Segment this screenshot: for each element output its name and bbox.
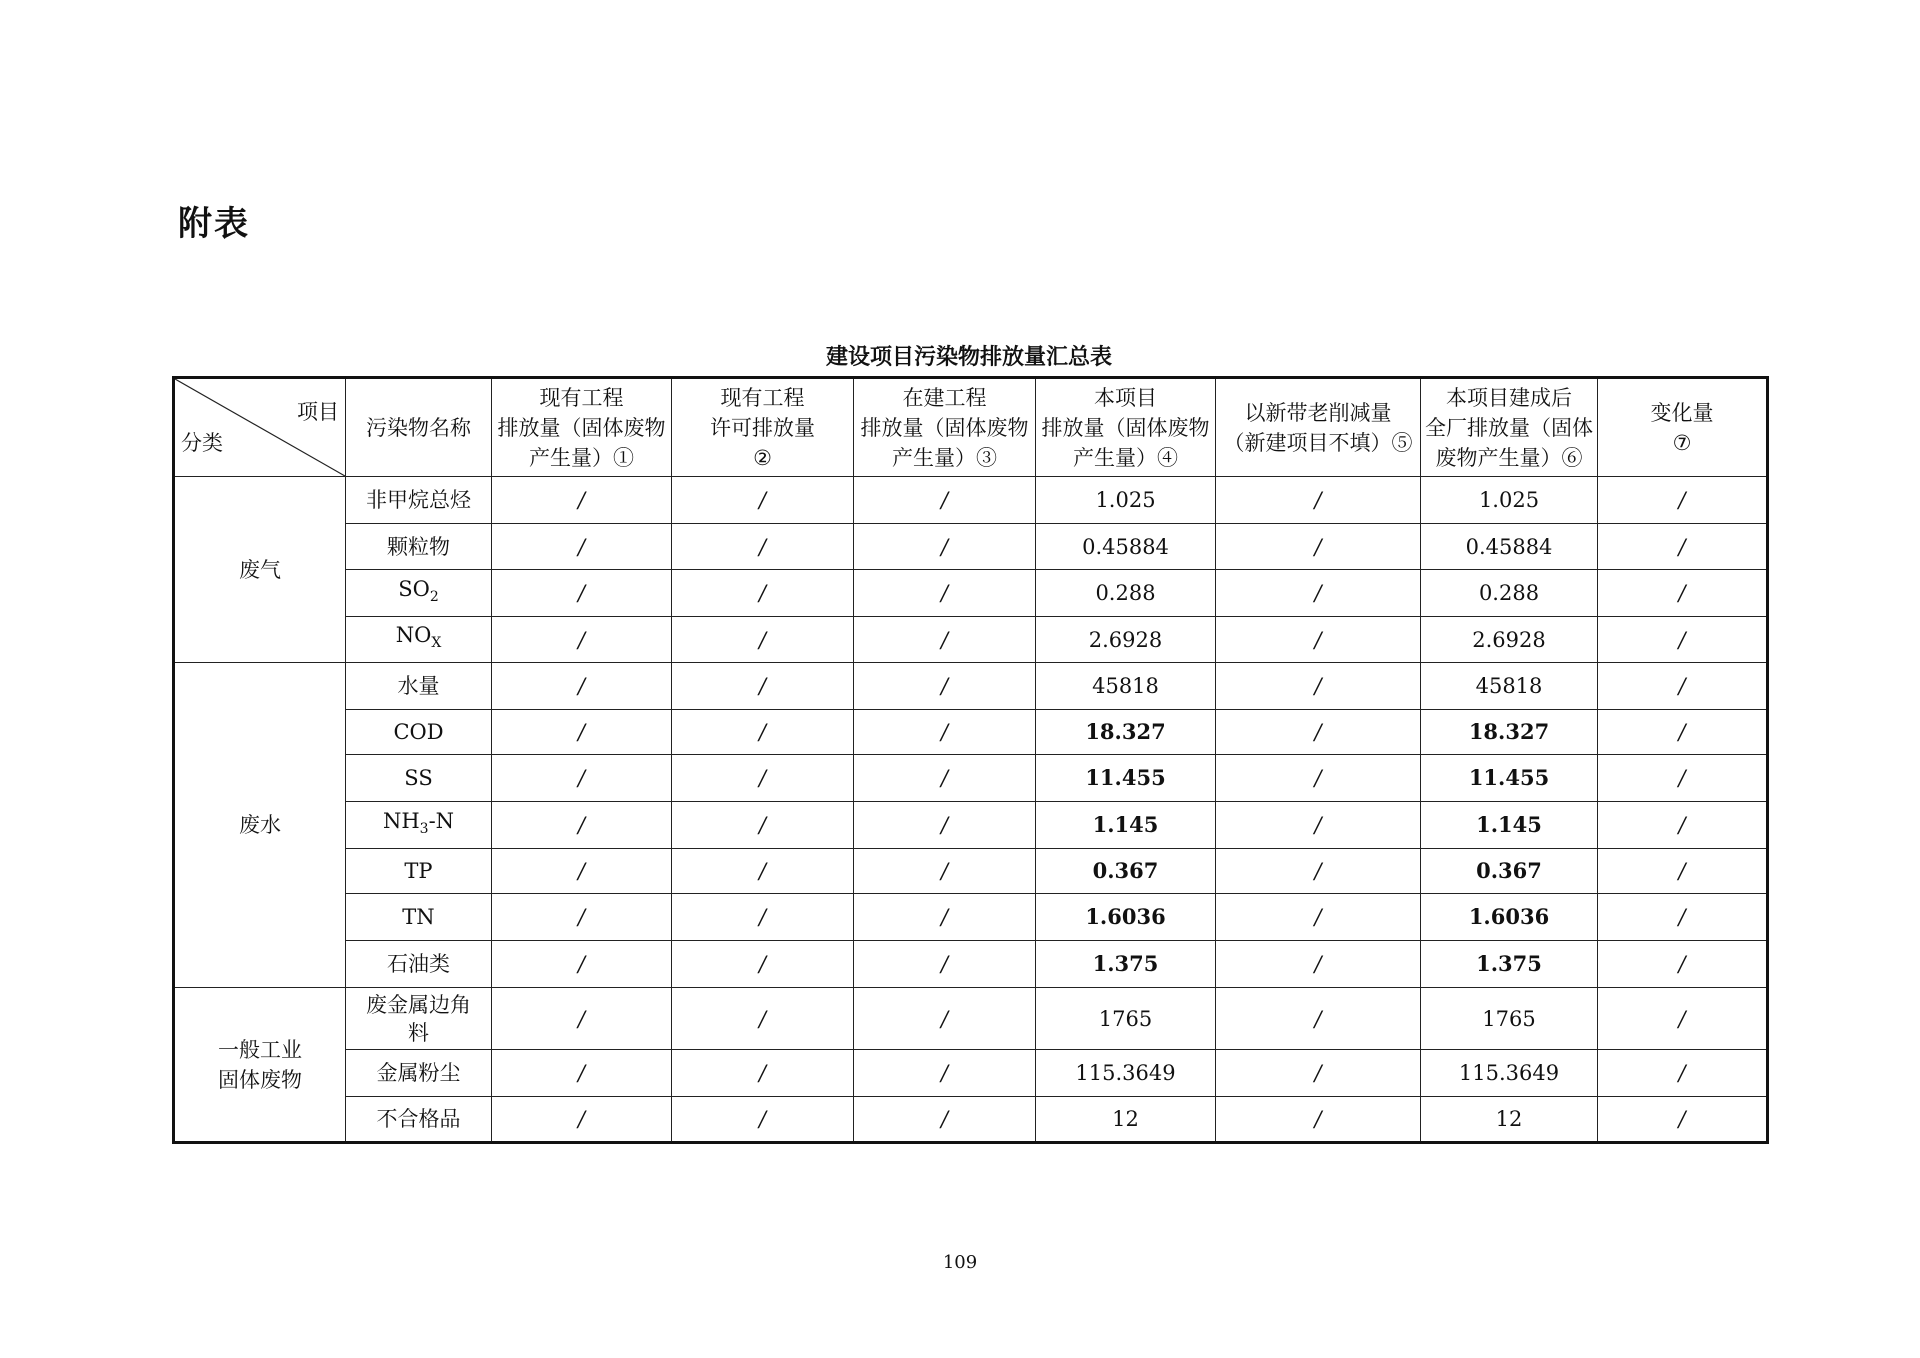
cell-c2: /: [672, 894, 854, 941]
cell-c3: /: [854, 477, 1036, 524]
cell-c6: 0.288: [1421, 570, 1598, 617]
cell-c5: /: [1216, 1050, 1421, 1097]
cell-c1: /: [492, 1097, 672, 1143]
cell-c2: /: [672, 988, 854, 1050]
cell-c4: 115.3649: [1036, 1050, 1216, 1097]
cell-c1: /: [492, 663, 672, 710]
table-row: [174, 1050, 1768, 1097]
cell-c2: /: [672, 941, 854, 988]
cell-c3: /: [854, 1097, 1036, 1143]
pollutant-name: 石油类: [346, 941, 492, 988]
cell-c5: /: [1216, 663, 1421, 710]
cell-c5: /: [1216, 755, 1421, 802]
cell-c4: 0.45884: [1036, 524, 1216, 570]
cell-c7: /: [1598, 1050, 1768, 1097]
table-row: [174, 663, 1768, 710]
header-under-construction: 在建工程 排放量（固体废物 产生量）③: [854, 378, 1036, 477]
cell-c4: 1.145: [1036, 802, 1216, 849]
cell-c4: 1.6036: [1036, 894, 1216, 941]
cell-c1: /: [492, 570, 672, 617]
table-row: [174, 617, 1768, 663]
cell-c6: 1.6036: [1421, 894, 1598, 941]
cell-c6: 0.367: [1421, 849, 1598, 894]
cell-c2: /: [672, 1050, 854, 1097]
cell-c6: 0.45884: [1421, 524, 1598, 570]
cell-c2: /: [672, 1097, 854, 1143]
diag-header-bottom: 分类: [181, 431, 223, 455]
cell-c7: /: [1598, 988, 1768, 1050]
cell-c2: /: [672, 802, 854, 849]
cell-c3: /: [854, 524, 1036, 570]
diagonal-header-cell: [174, 378, 346, 477]
cell-c5: /: [1216, 477, 1421, 524]
cell-c3: /: [854, 570, 1036, 617]
table-row: [174, 524, 1768, 570]
pollutant-name: TN: [346, 894, 492, 941]
cell-c3: /: [854, 710, 1036, 755]
cell-c3: /: [854, 663, 1036, 710]
category-water: 废水: [174, 663, 346, 988]
header-row: [174, 378, 1768, 477]
table-row: [174, 849, 1768, 894]
cell-c3: /: [854, 941, 1036, 988]
cell-c4: 1.025: [1036, 477, 1216, 524]
cell-c6: 12: [1421, 1097, 1598, 1143]
cell-c1: /: [492, 802, 672, 849]
cell-c7: /: [1598, 941, 1768, 988]
cell-c4: 1765: [1036, 988, 1216, 1050]
cell-c6: 1.025: [1421, 477, 1598, 524]
emissions-summary-table: [172, 376, 1769, 1144]
pollutant-name: $SO_2$: [346, 570, 492, 617]
cell-c7: /: [1598, 570, 1768, 617]
cell-c7: /: [1598, 802, 1768, 849]
cell-c7: /: [1598, 849, 1768, 894]
cell-c6: 1.145: [1421, 802, 1598, 849]
cell-c4: 2.6928: [1036, 617, 1216, 663]
cell-c5: /: [1216, 941, 1421, 988]
header-change: 变化量 ⑦: [1598, 378, 1768, 477]
header-reduction: 以新带老削减量 （新建项目不填）⑤: [1216, 378, 1421, 477]
cell-c1: /: [492, 849, 672, 894]
cell-c2: /: [672, 617, 854, 663]
cell-c6: 1765: [1421, 988, 1598, 1050]
cell-c1: /: [492, 988, 672, 1050]
cell-c1: /: [492, 477, 672, 524]
pollutant-name: SS: [346, 755, 492, 802]
cell-c3: /: [854, 988, 1036, 1050]
cell-c2: /: [672, 755, 854, 802]
table-row: [174, 570, 1768, 617]
cell-c5: /: [1216, 894, 1421, 941]
cell-c7: /: [1598, 710, 1768, 755]
cell-c6: 11.455: [1421, 755, 1598, 802]
cell-c3: /: [854, 755, 1036, 802]
pollutant-name: 水量: [346, 663, 492, 710]
cell-c5: /: [1216, 802, 1421, 849]
cell-c4: 12: [1036, 1097, 1216, 1143]
cell-c3: /: [854, 1050, 1036, 1097]
header-after-completion: 本项目建成后 全厂排放量（固体 废物产生量）⑥: [1421, 378, 1598, 477]
pollutant-name: TP: [346, 849, 492, 894]
table-row: [174, 477, 1768, 524]
pollutant-name: 颗粒物: [346, 524, 492, 570]
cell-c7: /: [1598, 894, 1768, 941]
cell-c1: /: [492, 617, 672, 663]
cell-c2: /: [672, 570, 854, 617]
table-row: [174, 710, 1768, 755]
cell-c5: /: [1216, 524, 1421, 570]
diag-header-top: 项目: [297, 400, 339, 424]
cell-c2: /: [672, 710, 854, 755]
cell-c4: 45818: [1036, 663, 1216, 710]
pollutant-name: $NH_3-N$: [346, 802, 492, 849]
cell-c2: /: [672, 477, 854, 524]
cell-c7: /: [1598, 617, 1768, 663]
pollutant-name: COD: [346, 710, 492, 755]
cell-c6: 115.3649: [1421, 1050, 1598, 1097]
cell-c4: 18.327: [1036, 710, 1216, 755]
cell-c4: 0.367: [1036, 849, 1216, 894]
cell-c5: /: [1216, 849, 1421, 894]
pollutant-name: $NO_X$: [346, 617, 492, 663]
cell-c5: /: [1216, 710, 1421, 755]
header-this-project: 本项目 排放量（固体废物 产生量）④: [1036, 378, 1216, 477]
header-pollutant: 污染物名称: [346, 378, 492, 477]
cell-c2: /: [672, 849, 854, 894]
cell-c6: 18.327: [1421, 710, 1598, 755]
page-number: 109: [942, 1252, 978, 1273]
cell-c7: /: [1598, 1097, 1768, 1143]
header-existing-permit: 现有工程 许可排放量 ②: [672, 378, 854, 477]
cell-c1: /: [492, 524, 672, 570]
cell-c3: /: [854, 849, 1036, 894]
cell-c1: /: [492, 1050, 672, 1097]
cell-c4: 0.288: [1036, 570, 1216, 617]
table-row: [174, 988, 1768, 1050]
cell-c6: 45818: [1421, 663, 1598, 710]
pollutant-name: 不合格品: [346, 1097, 492, 1143]
pollutant-name: 金属粉尘: [346, 1050, 492, 1097]
table-row: [174, 941, 1768, 988]
cell-c6: 2.6928: [1421, 617, 1598, 663]
page-heading: 附表: [178, 204, 250, 244]
cell-c4: 11.455: [1036, 755, 1216, 802]
table-row: [174, 802, 1768, 849]
cell-c7: /: [1598, 663, 1768, 710]
header-existing-emission: 现有工程 排放量（固体废物 产生量）①: [492, 378, 672, 477]
pollutant-name: 废金属边角 料: [346, 988, 492, 1050]
cell-c2: /: [672, 524, 854, 570]
cell-c5: /: [1216, 617, 1421, 663]
cell-c1: /: [492, 755, 672, 802]
cell-c1: /: [492, 894, 672, 941]
cell-c1: /: [492, 710, 672, 755]
pollutant-name: 非甲烷总烃: [346, 477, 492, 524]
cell-c5: /: [1216, 1097, 1421, 1143]
table-row: [174, 894, 1768, 941]
category-gas: 废气: [174, 477, 346, 663]
cell-c3: /: [854, 894, 1036, 941]
cell-c5: /: [1216, 570, 1421, 617]
cell-c3: /: [854, 617, 1036, 663]
cell-c5: /: [1216, 988, 1421, 1050]
table-row: [174, 1097, 1768, 1143]
cell-c1: /: [492, 941, 672, 988]
category-solid: 一般工业 固体废物: [174, 988, 346, 1143]
table-title: 建设项目污染物排放量汇总表: [825, 345, 1112, 370]
cell-c4: 1.375: [1036, 941, 1216, 988]
cell-c7: /: [1598, 524, 1768, 570]
cell-c7: /: [1598, 755, 1768, 802]
cell-c3: /: [854, 802, 1036, 849]
cell-c6: 1.375: [1421, 941, 1598, 988]
table-row: [174, 755, 1768, 802]
cell-c7: /: [1598, 477, 1768, 524]
cell-c2: /: [672, 663, 854, 710]
